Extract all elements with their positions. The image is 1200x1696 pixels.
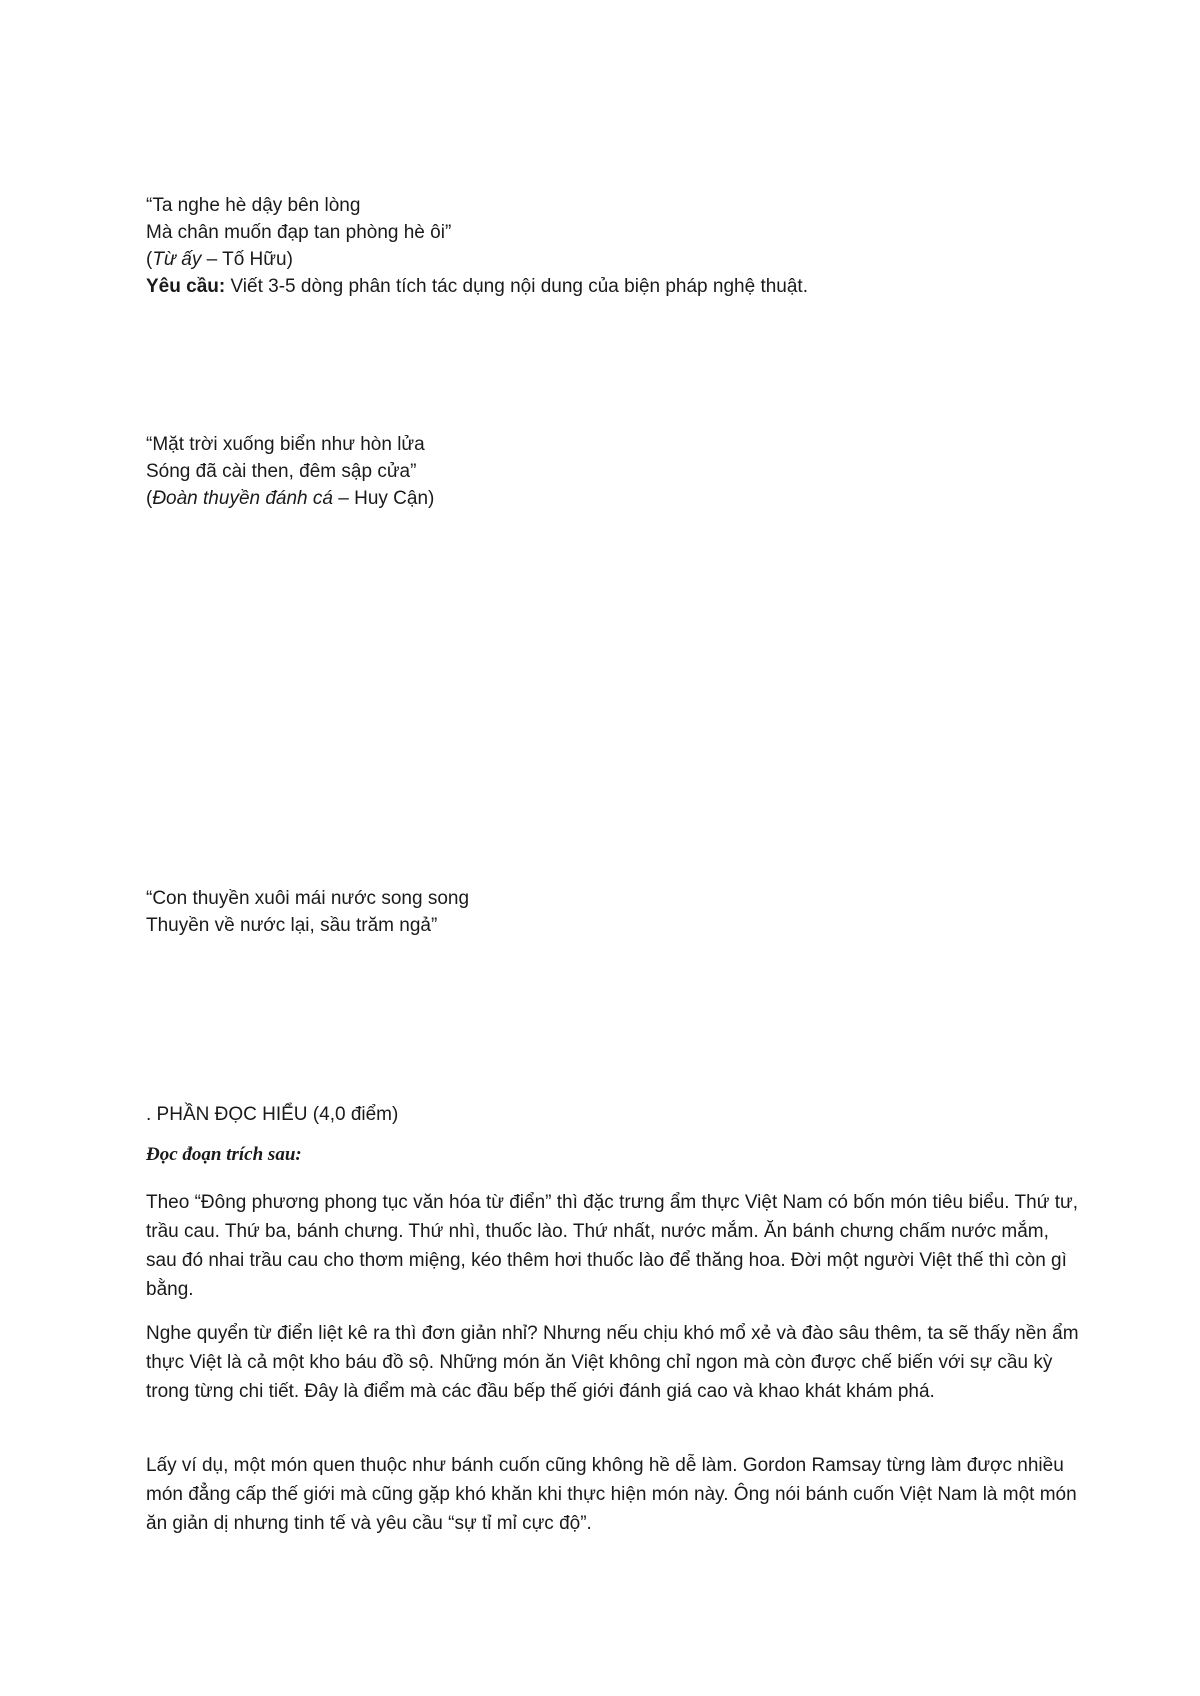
poem-line: Mà chân muốn đạp tan phòng hè ôi” — [146, 222, 452, 243]
source-paren: ( — [146, 249, 153, 270]
poem-excerpt-tu-ay — [146, 192, 1076, 300]
reading-instruction: Đọc đoạn trích sau: — [146, 1144, 302, 1165]
requirement-text: Viết 3-5 dòng phân tích tác dụng nội dung của biện pháp nghệ thuật. — [225, 276, 808, 297]
source-author: – Tố Hữu) — [201, 249, 293, 270]
poem-excerpt-trang-giang — [146, 885, 1076, 939]
passage-paragraph-2: Nghe quyển từ điển liệt kê ra thì đơn giản nhỉ? Nhưng nếu chịu khó mổ xẻ và đào sâu thêm, ta sẽ thấy nền ẩm thực Việt là cả một kho báu đồ sộ. Những món ăn Việt không chỉ ngon mà còn được chế biến với sự cầu kỳ trong từng chi tiết. Đây là điểm mà các đầu bếp thế giới đánh giá cao và khao khát khám phá. — [146, 1323, 1079, 1402]
poem-line: “Con thuyền xuôi mái nước song song — [146, 888, 470, 909]
poem-line: “Ta nghe hè dậy bên lòng — [146, 195, 361, 216]
passage-paragraph-1: Theo “Đông phương phong tục văn hóa từ điển” thì đặc trưng ẩm thực Việt Nam có bốn món tiêu biểu. Thứ tư, trầu cau. Thứ ba, bánh chưng. Thứ nhì, thuốc lào. Thứ nhất, nước mắm. Ăn bánh chưng chấm nước mắm, sau đó nhai trầu cau cho thơm miệng, kéo thêm hơi thuốc lào để thăng hoa. Đời một người Việt thế thì còn gì bằng. — [146, 1192, 1078, 1300]
poem-line: “Mặt trời xuống biển như hòn lửa — [146, 434, 425, 455]
poem-line: Sóng đã cài then, đêm sập cửa” — [146, 461, 417, 482]
source-paren: ( — [146, 488, 153, 509]
requirement-label: Yêu cầu: — [146, 276, 226, 297]
section-heading: . PHẦN ĐỌC HIỂU (4,0 điểm) — [146, 1104, 399, 1125]
source-author: – Huy Cận) — [332, 488, 435, 509]
poem-excerpt-doan-thuyen — [146, 431, 1076, 512]
passage-paragraph-3: Lấy ví dụ, một món quen thuộc như bánh cuốn cũng không hề dễ làm. Gordon Ramsay từng làm được nhiều món đẳng cấp thế giới mà cũng gặp khó khăn khi thực hiện món này. Ông nói bánh cuốn Việt Nam là một món ăn giản dị nhưng tinh tế và yêu cầu “sự tỉ mỉ cực độ”. — [146, 1455, 1077, 1534]
poem-line: Thuyền về nước lại, sầu trăm ngả” — [146, 915, 438, 936]
requirement — [146, 273, 1076, 300]
source-title: Từ ấy — [152, 249, 202, 270]
poem-source — [146, 485, 1076, 512]
poem-source — [146, 246, 1076, 273]
source-title: Đoàn thuyền đánh cá — [152, 488, 333, 509]
